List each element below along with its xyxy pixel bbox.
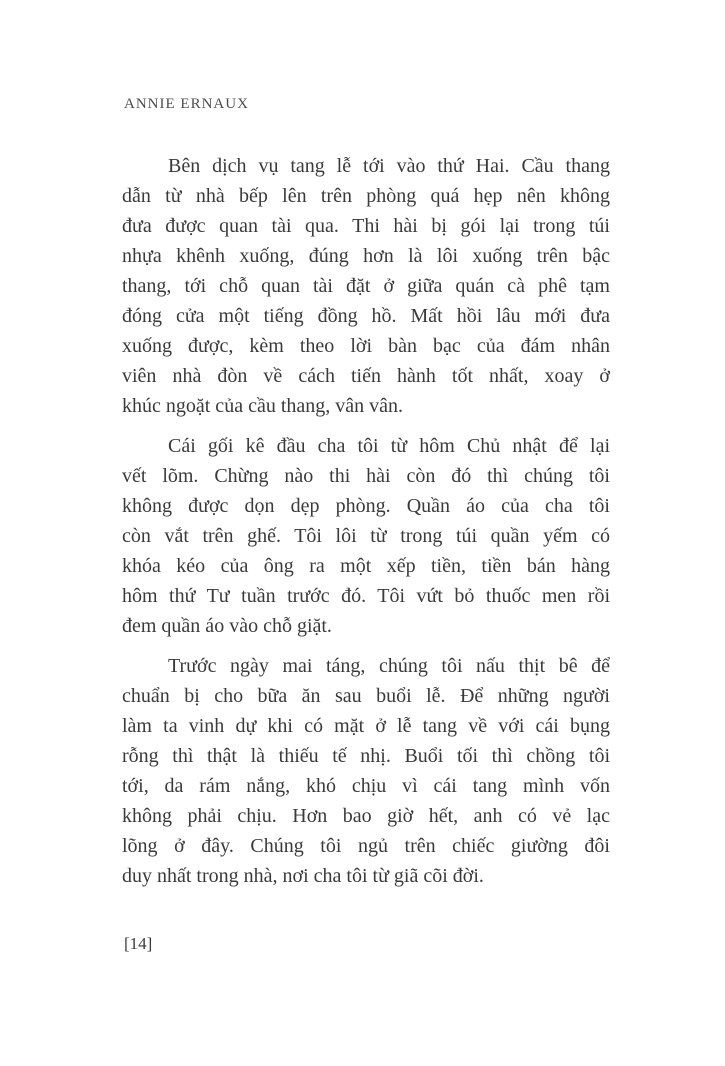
text-line: tới, da rám nắng, khó chịu vì cái tang mình vốn [122, 775, 610, 797]
text-line: hôm thứ Tư tuần trước đó. Tôi vứt bỏ thuốc men rồi [122, 585, 610, 607]
text-line: vết lõm. Chừng nào thi hài còn đó thì chúng tôi [122, 465, 610, 487]
text-line: Cái gối kê đầu cha tôi từ hôm Chủ nhật để lại [168, 435, 610, 457]
text-line: khúc ngoặt của cầu thang, vân vân. [122, 395, 404, 417]
text-line: đưa được quan tài qua. Thi hài bị gói lại trong túi [122, 215, 610, 237]
text-line: khóa kéo của ông ra một xếp tiền, tiền bán hàng [122, 555, 610, 577]
text-line: không được dọn dẹp phòng. Quần áo của cha tôi [122, 495, 610, 517]
text-line: đem quần áo vào chỗ giặt. [122, 615, 332, 637]
paragraph [122, 431, 610, 641]
text-line: lõng ở đây. Chúng tôi ngủ trên chiếc giường đôi [122, 835, 610, 857]
page-number: [14] [124, 934, 153, 953]
text-line: thang, tới chỗ quan tài đặt ở giữa quán cà phê tạm [122, 275, 610, 297]
text-line: nhựa khênh xuống, đúng hơn là lôi xuống trên bậc [122, 245, 610, 267]
text-line: đóng cửa một tiếng đồng hồ. Mất hồi lâu mới đưa [122, 305, 610, 327]
text-line: rỗng thì thật là thiếu tế nhị. Buổi tối thì chồng tôi [122, 745, 610, 767]
text-line: viên nhà đòn về cách tiến hành tốt nhất, xoay ở [122, 365, 610, 387]
text-line: duy nhất trong nhà, nơi cha tôi từ giã cõi đời. [122, 865, 484, 887]
text-line: chuẩn bị cho bữa ăn sau buổi lễ. Để những người [122, 685, 610, 707]
body-text-block [122, 151, 610, 901]
text-line: làm ta vinh dự khi có mặt ở lễ tang về với cái bụng [122, 715, 610, 737]
text-line: không phải chịu. Hơn bao giờ hết, anh có vẻ lạc [122, 805, 610, 827]
text-line: còn vắt trên ghế. Tôi lôi từ trong túi quần yếm có [122, 525, 610, 547]
text-line: Bên dịch vụ tang lễ tới vào thứ Hai. Cầu thang [168, 155, 610, 177]
paragraph [122, 651, 610, 891]
text-line: xuống được, kèm theo lời bàn bạc của đám nhân [122, 335, 610, 357]
paragraph [122, 151, 610, 421]
text-line: Trước ngày mai táng, chúng tôi nấu thịt bê để [168, 655, 610, 677]
running-header-author: ANNIE ERNAUX [124, 96, 249, 112]
text-line: dẫn từ nhà bếp lên trên phòng quá hẹp nên không [122, 185, 610, 207]
